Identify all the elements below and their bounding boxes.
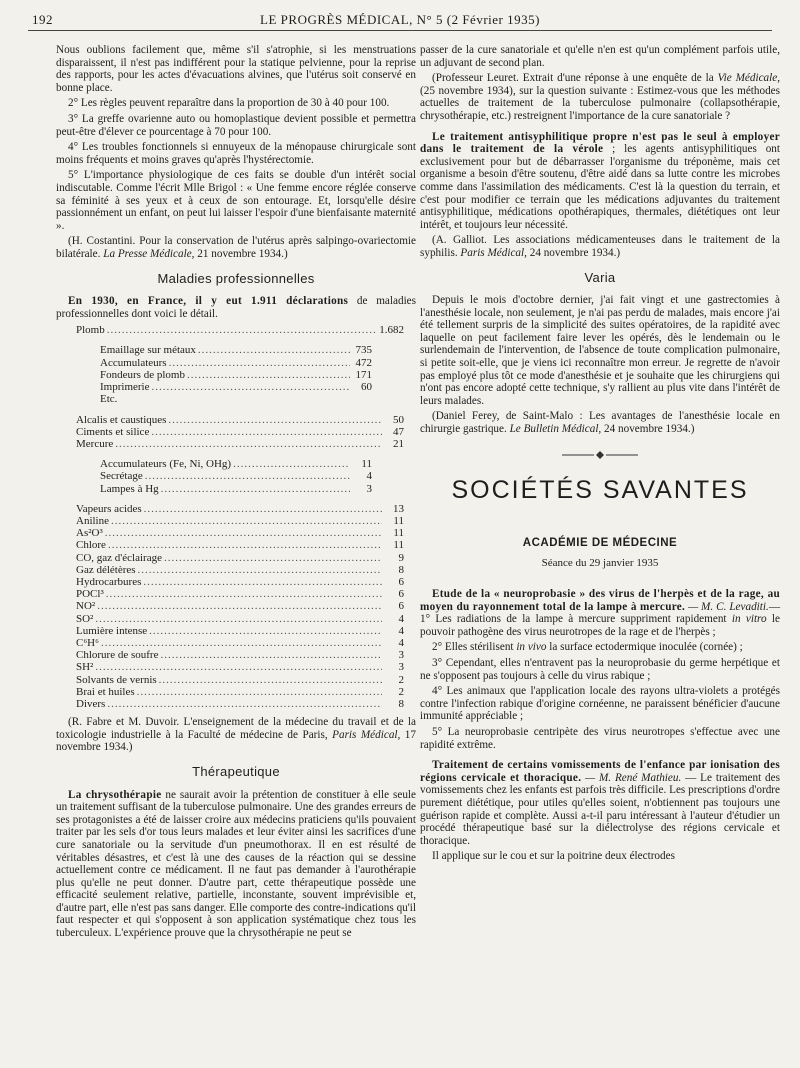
item-label: Mercure <box>76 437 114 450</box>
leader-dots <box>101 637 382 649</box>
paragraph-text: de maladies professionnelles dont voici le détail. <box>56 295 416 320</box>
leader-dots <box>108 539 382 551</box>
item-label: Plomb <box>76 324 105 337</box>
paragraph: Nous oublions facilement que, même s'il s'atrophie, si les menstruations disparaissent, il n'est pas indifférent pour la statique pelvienne, pour la reprise des rapports, pour les actes d'évacuations alvines, que l'utérus soit conservé en bonne place. <box>56 44 416 94</box>
leader-dots <box>161 483 350 495</box>
citation-text: (H. Costantini. Pour la conservation de l'utérus après salpingo-ovariectomie bilatérale. <box>56 235 416 260</box>
leader-dots <box>107 698 382 710</box>
lead-in: Etude de la « neuroprobasie » des virus de l'herpès et de la rage, au moyen du rayonnement total de la lampe à mercure. <box>420 588 780 613</box>
leader-dots <box>144 503 382 515</box>
paragraph <box>420 759 780 847</box>
list-item <box>56 483 416 495</box>
list-item <box>56 344 416 356</box>
journal-name: Paris Médical, <box>460 246 527 259</box>
paragraph: 5° La neuroprobasie centripète des virus neurotropes s'effectue avec une rapidité extrême. <box>420 725 780 751</box>
list-item <box>56 414 416 426</box>
item-label: Secrétage <box>100 470 143 483</box>
list-item <box>56 661 416 673</box>
leader-dots <box>107 324 378 336</box>
item-label: Imprimerie <box>100 381 150 394</box>
paragraph <box>420 131 780 232</box>
paragraph: 4° Les animaux que l'application locale des rayons ultra-violets a protégés contre l'infection rabique d'origine cornéenne, ne paraissent bénéficier d'aucune immunité appréciable ; <box>420 685 780 723</box>
academy-heading: ACADÉMIE DE MÉDECINE <box>522 536 678 549</box>
lead-in: En 1930, en France, il y eut 1.911 déclarations <box>68 295 349 308</box>
list-item <box>56 686 416 698</box>
list-item <box>56 600 416 612</box>
journal-name: Le Bulletin Médical, <box>509 423 602 436</box>
journal-name: La Presse Médicale, <box>103 247 195 260</box>
journal-name: Vie Médicale, <box>717 72 780 85</box>
item-value: 6 <box>398 588 404 601</box>
leader-dots <box>198 344 350 356</box>
leader-dots <box>106 588 382 600</box>
paragraph: 2° Les règles peuvent reparaître dans la proportion de 30 à 40 pour 100. <box>68 97 390 110</box>
item-value: 3 <box>398 661 404 674</box>
item-value: 6 <box>398 600 404 613</box>
citation-date: 17 novembre 1934.) <box>56 728 416 754</box>
item-label: Aniline <box>76 514 109 527</box>
item-value: 4 <box>398 636 404 649</box>
item-value: 1.682 <box>379 324 404 337</box>
item-value: 8 <box>398 697 404 710</box>
list-item <box>56 393 416 405</box>
item-label: Divers <box>76 697 106 710</box>
list-item <box>56 515 416 527</box>
item-value: 13 <box>393 502 404 515</box>
list-item <box>56 527 416 539</box>
running-title: LE PROGRÈS MÉDICAL, N° 5 (2 Février 1935) <box>260 12 540 27</box>
journal-name: Paris Médical, <box>332 728 401 741</box>
leader-dots <box>160 649 382 661</box>
item-label: SH² <box>76 661 94 674</box>
page-number: 192 <box>32 12 53 27</box>
italic-term: in vitro <box>731 613 767 626</box>
item-value: 735 <box>355 344 372 357</box>
item-label: Chlorure de soufre <box>76 649 159 662</box>
citation-date: 24 novembre 1934.) <box>526 246 621 259</box>
item-label: Chlore <box>76 539 106 552</box>
citation-date: 21 novembre 1934.) <box>194 247 288 260</box>
item-label: NO² <box>76 600 96 613</box>
leader-dots <box>168 414 382 426</box>
item-value: 2 <box>398 673 404 686</box>
item-value: 4 <box>398 612 404 625</box>
list-item <box>56 588 416 600</box>
leader-dots <box>145 470 350 482</box>
paragraph <box>56 295 416 320</box>
item-label: Alcalis et caustiques <box>76 413 167 426</box>
item-value: 472 <box>355 356 372 369</box>
citation <box>420 234 780 259</box>
leader-dots <box>137 686 382 698</box>
item-label: SO² <box>76 612 94 625</box>
item-label: Emaillage sur métaux <box>100 344 196 357</box>
header-rule <box>28 30 772 31</box>
paragraph: Depuis le mois d'octobre dernier, j'ai fait vingt et une gastrectomies à l'anesthésie locale, non seulement, je n'ai pas perdu de malades, mais encore j'ai été tellement surpris de la simplicité des suites opératoires, de la rapidité avec laquelle on peut facilement faire lever les opérés, dès le lendemain ou le surlendemain de l'intervention, de l'absence de toute complication pulmonaire, si petite soit-elle, que je viens ici reconnaître mon erreur. Je regrette de n'avoir pas employé plus tôt ce mode d'anesthésie et je souhaite que les chirurgiens qui n'ont pas encore adopté cette technique, s'y rallient au plus vite dans l'intérêt de leurs malades. <box>420 294 780 407</box>
paragraph: 4° Les troubles fonctionnels si ennuyeux de la ménopause chirurgicale sont moins fréquents et moins graves qu'après l'hystérectomie. <box>56 141 416 166</box>
disease-list <box>56 324 416 710</box>
lead-in: Le traitement antisyphilitique propre n'est pas le seul à employer dans le traitement de la vérole <box>420 130 780 156</box>
leader-dots <box>115 438 382 450</box>
paragraph: Il applique sur le cou et sur la poitrine deux électrodes <box>432 850 675 863</box>
citation <box>56 716 416 754</box>
list-item <box>56 649 416 661</box>
leader-dots <box>97 600 382 612</box>
citation-text: (R. Fabre et M. Duvoir. L'enseignement de la médecine du travail et de la toxicologie industrielle à la Faculté de médecine de Paris, <box>56 716 416 741</box>
list-item <box>56 458 416 470</box>
item-value: 47 <box>393 425 404 438</box>
item-value: 3 <box>398 649 404 662</box>
section-title: SOCIÉTÉS SAVANTES <box>451 476 749 505</box>
leader-dots <box>143 576 382 588</box>
leader-dots <box>105 527 382 539</box>
list-item <box>56 625 416 637</box>
left-column <box>56 44 416 943</box>
item-label: CO, gaz d'éclairage <box>76 551 162 564</box>
list-item <box>56 324 416 336</box>
page-header <box>28 8 772 32</box>
list-item <box>56 552 416 564</box>
leader-dots <box>95 613 382 625</box>
item-label: Etc. <box>100 393 118 406</box>
citation-date: 24 novembre 1934.) <box>601 423 695 436</box>
item-value: 11 <box>361 458 372 471</box>
right-column <box>420 44 780 866</box>
list-item <box>56 426 416 438</box>
item-label: Solvants de vernis <box>76 673 157 686</box>
list-item <box>56 357 416 369</box>
citation <box>420 410 780 435</box>
citation <box>420 72 780 122</box>
item-label: Lampes à Hg <box>100 482 159 495</box>
list-item <box>56 564 416 576</box>
paragraph <box>420 588 780 638</box>
item-label: Fondeurs de plomb <box>100 368 185 381</box>
list-item <box>56 470 416 482</box>
item-label: Gaz délétères <box>76 563 136 576</box>
item-value: 6 <box>398 575 404 588</box>
section-heading: Maladies professionnelles <box>157 270 315 286</box>
citation-text: (A. Galliot. Les associations médicamenteuses dans le traitement de la syphilis. <box>420 234 780 259</box>
item-value: 8 <box>398 563 404 576</box>
item-value: 171 <box>355 368 372 381</box>
citation-text: (Professeur Leuret. Extrait d'une réponse à une enquête de la <box>432 72 718 85</box>
item-value: 11 <box>393 527 404 540</box>
paragraph-text: — 1° Les radiations de la lampe à mercure suppriment rapidement <box>420 600 780 626</box>
item-label: Vapeurs acides <box>76 502 142 515</box>
paragraph <box>56 789 416 940</box>
lead-in: Traitement de certains vomissements de l'enfance par ionisation des régions cervicale et thoracique. <box>420 759 780 784</box>
list-item <box>56 576 416 588</box>
leader-dots <box>138 564 382 576</box>
list-item <box>56 438 416 450</box>
item-label: C⁶H⁶ <box>76 636 99 649</box>
list-item <box>56 674 416 686</box>
paragraph: 3° Cependant, elles n'entravent pas la neuroprobasie du germe herpétique et ne s'opposent pas toujours à celle du virus rabique ; <box>420 656 780 682</box>
item-value: 11 <box>393 514 404 527</box>
paragraph-text: 2° Elles stérilisent <box>432 641 517 654</box>
lead-in: La chrysothérapie <box>68 788 162 801</box>
paragraph-text: le pouvoir pathogène des virus neurotropes de la rage et de l'herpès ; <box>420 613 780 638</box>
citation <box>56 235 416 260</box>
item-label: Accumulateurs (Fe, Ni, OHg) <box>100 458 232 471</box>
list-item <box>56 503 416 515</box>
italic-term: in vivo <box>516 641 547 654</box>
leader-dots <box>111 515 382 527</box>
paragraph: 5° L'importance physiologique de ces faits se double d'un intérêt social indiscutable. Comme l'écrit Mlle Brigol : « Une femme encore réglée conserve sa féminité à ses yeux et à ceux de son entourage. Et, lorsqu'elle désire passionnément un enfant, on peut lui laisser l'espoir d'une bienfaisante maternité ». <box>56 169 416 232</box>
leader-dots <box>164 552 382 564</box>
item-value: 21 <box>393 437 404 450</box>
section-heading: Varia <box>584 269 616 285</box>
paragraph-text: ne saurait avoir la prétention de constituer à elle seule un traitement suffisant de la tuberculose pulmonaire. Une des grandes erreurs de ses protagonistes a été de laisser croire aux médecins praticiens qu'ils pouvaient traiter par les sels d'or tous leurs malades et leur éviter ainsi les sacrifices d'une cure sanatoriale ou la servitude d'un pneumothorax. Il en est résulté de véritables désastres, et c'est là une des causes de la réaction qui se dessine actuellement contre ce médicament. Il ne faut pas demander à l'aurothérapie plus qu'elle ne peut donner. D'autre part, cette thérapeutique possède une efficacité seulement relative, partielle, inconstante, souvent imprévisible et, d'autre part, elle n'est pas sans danger. Elle comporte des contre-indications qu'il faut respecter et qui s'opposent à son application systématique chez tous les tuberculeux. L'expérience prouve que la chrysothérapie ne peut se <box>56 788 416 940</box>
paragraph-text: ; les agents antisyphilitiques ont exclusivement pour but de débarrasser l'organisme du tréponème, mais cet organisme a besoin d'être soutenu, d'être aidé dans sa lutte contre les microbes comme dans l'assimilation des médicaments. C'est là la question du terrain, et c'est pour modifier ce terrain que les médications adjuvantes du traitement antisyphilitique, médications opothérapiques, thermales, diététiques ont leur intérêt, et toujours leur nécessité. <box>420 143 780 231</box>
item-value: 50 <box>393 413 404 426</box>
paragraph <box>420 641 780 654</box>
item-label: Accumulateurs <box>100 356 167 369</box>
leader-dots <box>151 426 382 438</box>
item-value: 2 <box>398 685 404 698</box>
list-item <box>56 381 416 393</box>
paragraph: 3° La greffe ovarienne auto ou homoplastique devient possible et permettra peut-être d'élever ce pourcentage à 70 pour 100. <box>56 112 416 138</box>
list-item <box>56 369 416 381</box>
list-item <box>56 637 416 649</box>
leader-dots <box>159 674 382 686</box>
section-heading: Thérapeutique <box>192 763 280 779</box>
item-label: POCl³ <box>76 588 104 601</box>
list-item <box>56 698 416 710</box>
leader-dots <box>169 357 350 369</box>
author-name: — M. C. Levaditi. <box>685 600 769 613</box>
item-value: 3 <box>366 482 372 495</box>
item-label: Ciments et silice <box>76 425 150 438</box>
ornament-icon <box>560 450 640 460</box>
leader-dots <box>149 625 382 637</box>
paragraph: passer de la cure sanatoriale et qu'elle n'en est qu'un complément parfois utile, un adjuvant de second plan. <box>420 44 780 69</box>
item-label: Lumière intense <box>76 624 148 637</box>
leader-dots <box>151 381 350 393</box>
citation-text: (Daniel Ferey, de Saint-Malo : Les avantages de l'anesthésie locale en chirurgie gastrique. <box>420 410 780 436</box>
paragraph-text: — Le traitement des vomissements chez les enfants est parfois très difficile. Les prescriptions d'ordre purement diététique, pour utiles qu'elles soient, n'obtiennent pas toujours une guérison rapide et complète. Aussi a-t-il paru intéressant à l'auteur d'étudier un procédé thérapeutique basé sur la diélectrolyse des régions cervicale et thoracique. <box>420 771 780 847</box>
item-value: 11 <box>393 539 404 552</box>
list-item <box>56 539 416 551</box>
item-value: 4 <box>398 624 404 637</box>
item-label: Hydrocarbures <box>76 575 142 588</box>
session-date: Séance du 29 janvier 1935 <box>541 557 659 570</box>
item-label: As²O³ <box>76 527 103 540</box>
item-value: 60 <box>361 381 372 394</box>
leader-dots <box>95 661 382 673</box>
item-value: 9 <box>398 551 404 564</box>
item-label: Brai et huiles <box>76 685 135 698</box>
ornament-divider <box>420 450 780 463</box>
leader-dots <box>187 369 350 381</box>
author-name: — M. René Mathieu. <box>581 771 682 784</box>
citation-text: (25 novembre 1934), sur la question suivante : Estimez-vous que les méthodes actuelles de traitement de la tuberculose pulmonaire (collapsothérapie, chrysothérapie, etc.) restreignent l'importance de la cure sanatoriale ? <box>420 84 780 122</box>
paragraph-text: la surface ectodermique inoculée (cornée) ; <box>546 641 743 654</box>
item-value: 4 <box>366 470 372 483</box>
leader-dots <box>233 458 350 470</box>
list-item <box>56 613 416 625</box>
